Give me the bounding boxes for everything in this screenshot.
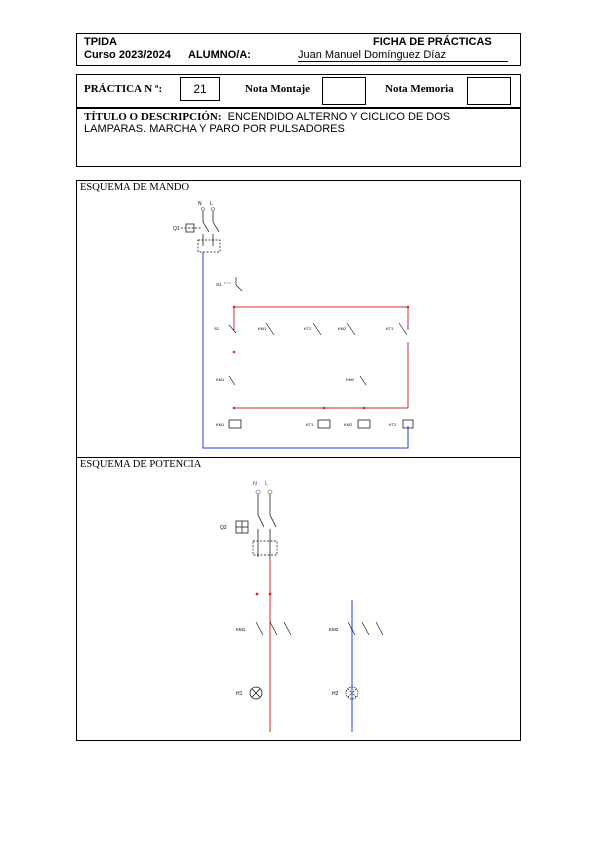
power-schema-diagram — [76, 457, 521, 741]
title-text-line2: LAMPARAS. MARCHA Y PARO POR PULSADORES — [84, 123, 345, 135]
doc-type: FICHA DE PRÁCTICAS — [373, 36, 492, 48]
practice-number: 21 — [193, 82, 207, 96]
lamp-h1-symbol — [250, 687, 262, 699]
control-schema-label: ESQUEMA DE MANDO — [80, 182, 190, 193]
kt1-contact-label: KT1 — [386, 326, 394, 331]
nota-montaje-field — [322, 77, 366, 105]
title-text-line1: ENCENDIDO ALTERNO Y CICLICO DE DOS — [227, 111, 451, 123]
power-supply-l: L — [265, 481, 269, 487]
breaker-q2-symbol — [236, 494, 277, 557]
q1-label: Q1 — [173, 226, 180, 232]
km1-coil-label: KM1 — [216, 422, 225, 427]
power-schema-label: ESQUEMA DE POTENCIA — [80, 459, 202, 470]
km2-power-label: KM2 — [329, 627, 339, 632]
supply-label-l: L — [210, 201, 213, 207]
practice-number-label: PRÁCTICA N º: — [84, 83, 163, 95]
breaker-q1-symbol — [181, 211, 220, 252]
s2-label: S2 — [214, 326, 219, 331]
power-supply-n: N — [253, 481, 257, 487]
q2-label: Q2 — [220, 525, 227, 531]
nota-memoria-field — [467, 77, 511, 105]
student-name: Juan Manuel Domínguez Díaz — [298, 49, 508, 62]
supply-label-n: N — [198, 201, 202, 207]
km2-contact-label: KM2 — [338, 326, 347, 331]
nota-memoria-label: Nota Memoria — [385, 83, 454, 95]
nota-montaje-label: Nota Montaje — [245, 83, 311, 95]
course: Curso 2023/2024 — [84, 49, 171, 61]
h2-label: H2 — [332, 691, 339, 697]
neutral-wire — [203, 252, 408, 448]
km1-aux-label: KM1 — [216, 377, 225, 382]
km1-power-label: KM1 — [236, 627, 246, 632]
kt2-contact-label: KT2 — [304, 326, 312, 331]
km2-coil-label: KM2 — [344, 422, 353, 427]
kt2-coil-label: KT2 — [389, 422, 397, 427]
s1-label: S1 — [216, 282, 222, 287]
title-label: TÍTULO O DESCRIPCIÓN: — [84, 111, 222, 123]
student-label: ALUMNO/A: — [188, 49, 251, 61]
km1-contact-label: KM1 — [258, 326, 267, 331]
title-content — [84, 111, 514, 135]
h1-label: H1 — [236, 691, 243, 697]
control-schema-diagram — [76, 180, 521, 458]
km2-aux-label: KM2 — [346, 377, 355, 382]
institution: TPIDA — [84, 36, 117, 48]
kt1-coil-label: KT1 — [306, 422, 314, 427]
practice-number-field — [180, 77, 220, 101]
